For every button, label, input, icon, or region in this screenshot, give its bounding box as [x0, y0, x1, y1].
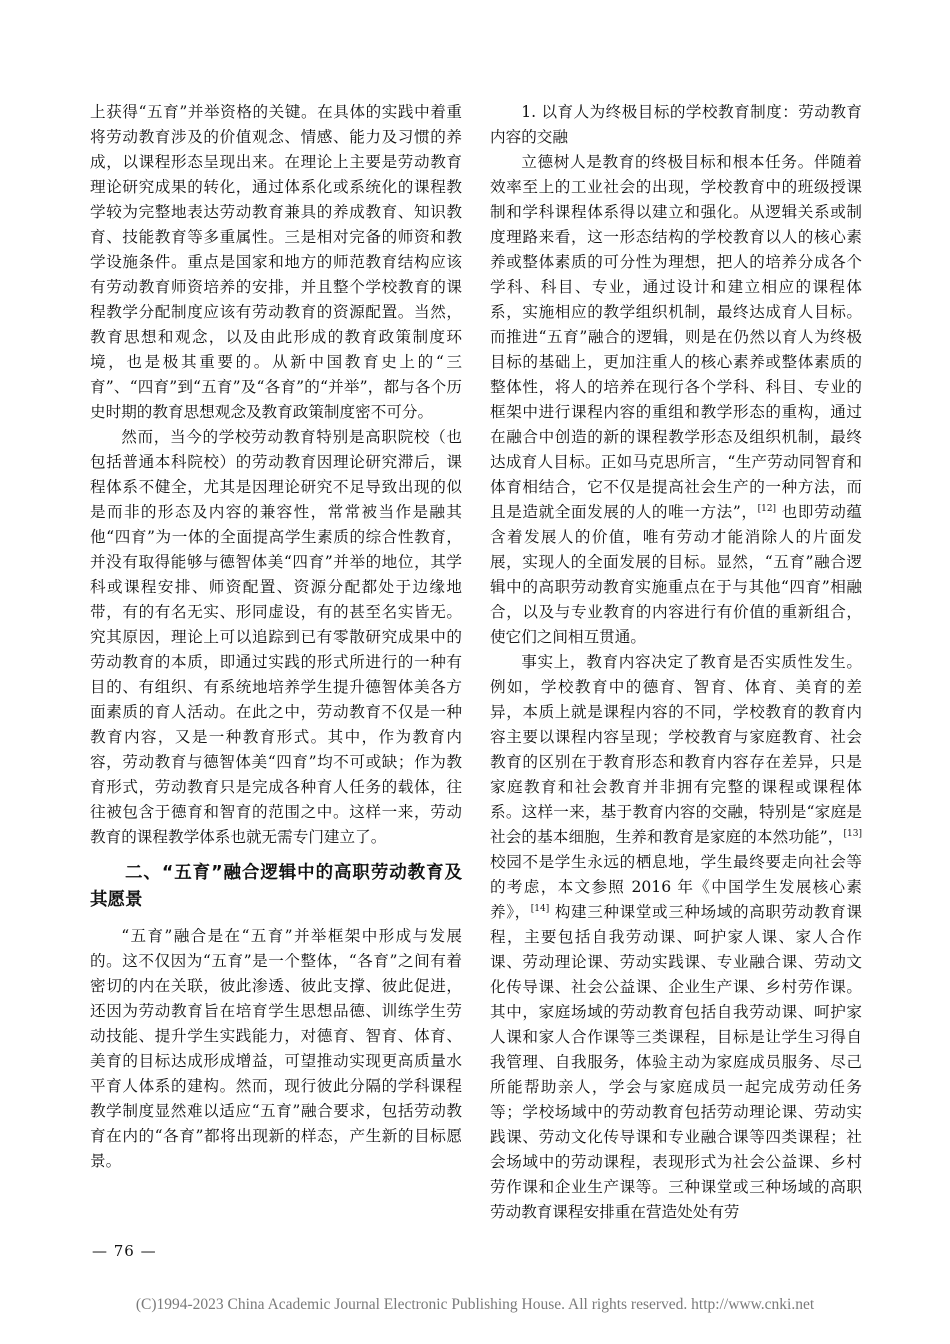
paragraph-text: 事实上，教育内容决定了教育是否实质性发生。例如，学校教育中的德育、智育、体育、美育的差异，本质上就是课程内容的不同，学校教育的教育内容主要以课程内容呈现；学校教育与家庭教育、社会教育的区别在于教育形态和教育内容存在差异，只是家庭教育和社会教育并非拥有完整的课程或课程体系。这样一来，基于教育内容的交融，特别是“家庭是社会的基本细胞，生养和教育是家庭的本然功能”， — [490, 653, 862, 846]
section-heading: 二、“五育”融合逻辑中的高职劳动教育及其愿景 — [90, 863, 462, 910]
paragraph-text: 也即劳动蕴含着发展人的价值，唯有劳动才能消除人的片面发展，实现人的全面发展的目标。显然，“五育”融合逻辑中的高职劳动教育实施重点在于与其他“四育”相融合，以及与专业教育的内容进行有价值的重新组合，使它们之间相互贯通。 — [490, 503, 862, 646]
citation-ref: [13] — [843, 828, 862, 839]
paragraph-text: 立德树人是教育的终极目标和根本任务。伴随着效率至上的工业社会的出现，学校教育中的班级授课制和学科课程体系得以建立和强化。从逻辑关系或制度理路来看，这一形态结构的学校教育以人的核心素养或整体素质的可分性为理想，把人的培养分成各个学科、科目、专业，通过设计和建立相应的课程体系，实施相应的教学组织机制，最终达成育人目标。而推进“五育”融合的逻辑，则是在仍然以育人为终极目标的基础上，更加注重人的核心素养或整体素质的整体性，将人的培养在现行各个学科、科目、专业的框架中进行课程内容的重组和教学形态的重构，通过在融合中创造的新的课程教学形态及组织机制，最终达成育人目标。正如马克思所言，“生产劳动同智育和体育相结合，它不仅是提高社会生产的一种方法，而且是造就全面发展的人的唯一方法”， — [490, 153, 862, 521]
body-paragraph: 上获得“五育”并举资格的关键。在具体的实践中着重将劳动教育涉及的价值观念、情感、能力及习惯的养成，以课程形态呈现出来。在理论上主要是劳动教育理论研究成果的转化，通过体系化或系统化的课程教学较为完整地表达劳动教育兼具的养成教育、知识教育、技能教育等多重属性。三是相对完备的师资和教学设施条件。重点是国家和地方的师范教育结构应该有劳动教育师资培养的安排，并且整个学校教育的课程教学分配制度应该有劳动教育的资源配置。当然，教育思想和观念，以及由此形成的教育政策制度环境，也是极其重要的。从新中国教育史上的“三育”、“四育”到“五育”及“各育”的“并举”，都与各个历史时期的教育思想观念及教育政策制度密不可分。 — [90, 103, 462, 421]
page-number: — 76 — — [92, 1242, 157, 1260]
paragraph-text: 构建三种课堂或三种场域的高职劳动教育课程，主要包括自我劳动课、呵护家人课、家人合作课、劳动理论课、劳动实践课、专业融合课、劳动文化传导课、社会公益课、企业生产课、乡村劳作课。其中，家庭场域的劳动教育包括自我劳动课、呵护家人课和家人合作课等三类课程，目标是让学生习得自我管理、自我服务，体验主动为家庭成员服务、尽己所能帮助亲人，学会与家庭成员一起完成劳动任务等；学校场域中的劳动教育包括劳动理论课、劳动实践课、劳动文化传导课和专业融合课等四类课程；社会场域中的劳动课程，表现形式为社会公益课、乡村劳作课和企业生产课等。三种课堂或三种场域的高职劳动教育课程安排重在营造处处有劳 — [490, 903, 862, 1221]
citation-ref: [14] — [530, 903, 550, 914]
body-paragraph — [490, 650, 862, 1225]
right-column — [490, 100, 862, 1225]
body-paragraph — [490, 150, 862, 650]
copyright-footer: (C)1994-2023 China Academic Journal Electronic Publishing House. All rights reserved. http://www.cnki.net — [135, 1296, 815, 1313]
citation-ref: [12] — [757, 503, 777, 514]
subsection-heading: 1. 以育人为终极目标的学校教育制度：劳动教育内容的交融 — [490, 103, 862, 146]
body-paragraph: “五育”融合是在“五育”并举框架中形成与发展的。这不仅因为“五育”是一个整体，“各育”之间有着密切的内在关联，彼此渗透、彼此支撑、彼此促进，还因为劳动教育旨在培育学生思想品德、训练学生劳动技能、提升学生实践能力，对德育、智育、体育、美育的目标达成形成增益，可望推动实现更高质量水平育人体系的建构。然而，现行彼此分隔的学科课程教学制度显然难以适应“五育”融合要求，包括劳动教育在内的“各育”都将出现新的样态，产生新的目标愿景。 — [90, 927, 462, 1170]
paragraph-text: 校园不是学生永远的栖息地，学生最终要走向社会等的考虑，本文参照 2016 年《中国学生发展核心素养》， — [490, 853, 862, 921]
body-paragraph: 然而，当今的学校劳动教育特别是高职院校（也包括普通本科院校）的劳动教育因理论研究滞后，课程体系不健全，尤其是因理论研究不足导致出现的似是而非的形态及内容的兼容性，常常被当作是融其他“四育”为一体的全面提高学生素质的综合性教育，并没有取得能够与德智体美“四育”并举的地位，其学科或课程安排、师资配置、资源分配都处于边缘地带，有的有名无实、形同虚设，有的甚至名实皆无。究其原因，理论上可以追踪到已有零散研究成果中的劳动教育的本质，即通过实践的形式所进行的一种有目的、有组织、有系统地培养学生提升德智体美各方面素质的育人活动。在此之中，劳动教育不仅是一种教育内容，又是一种教育形式。其中，作为教育内容，劳动教育与德智体美“四育”均不可或缺；作为教育形式，劳动教育只是完成各种育人任务的载体，往往被包含于德育和智育的范围之中。这样一来，劳动教育的课程教学体系也就无需专门建立了。 — [90, 428, 462, 846]
left-column — [90, 100, 462, 1174]
